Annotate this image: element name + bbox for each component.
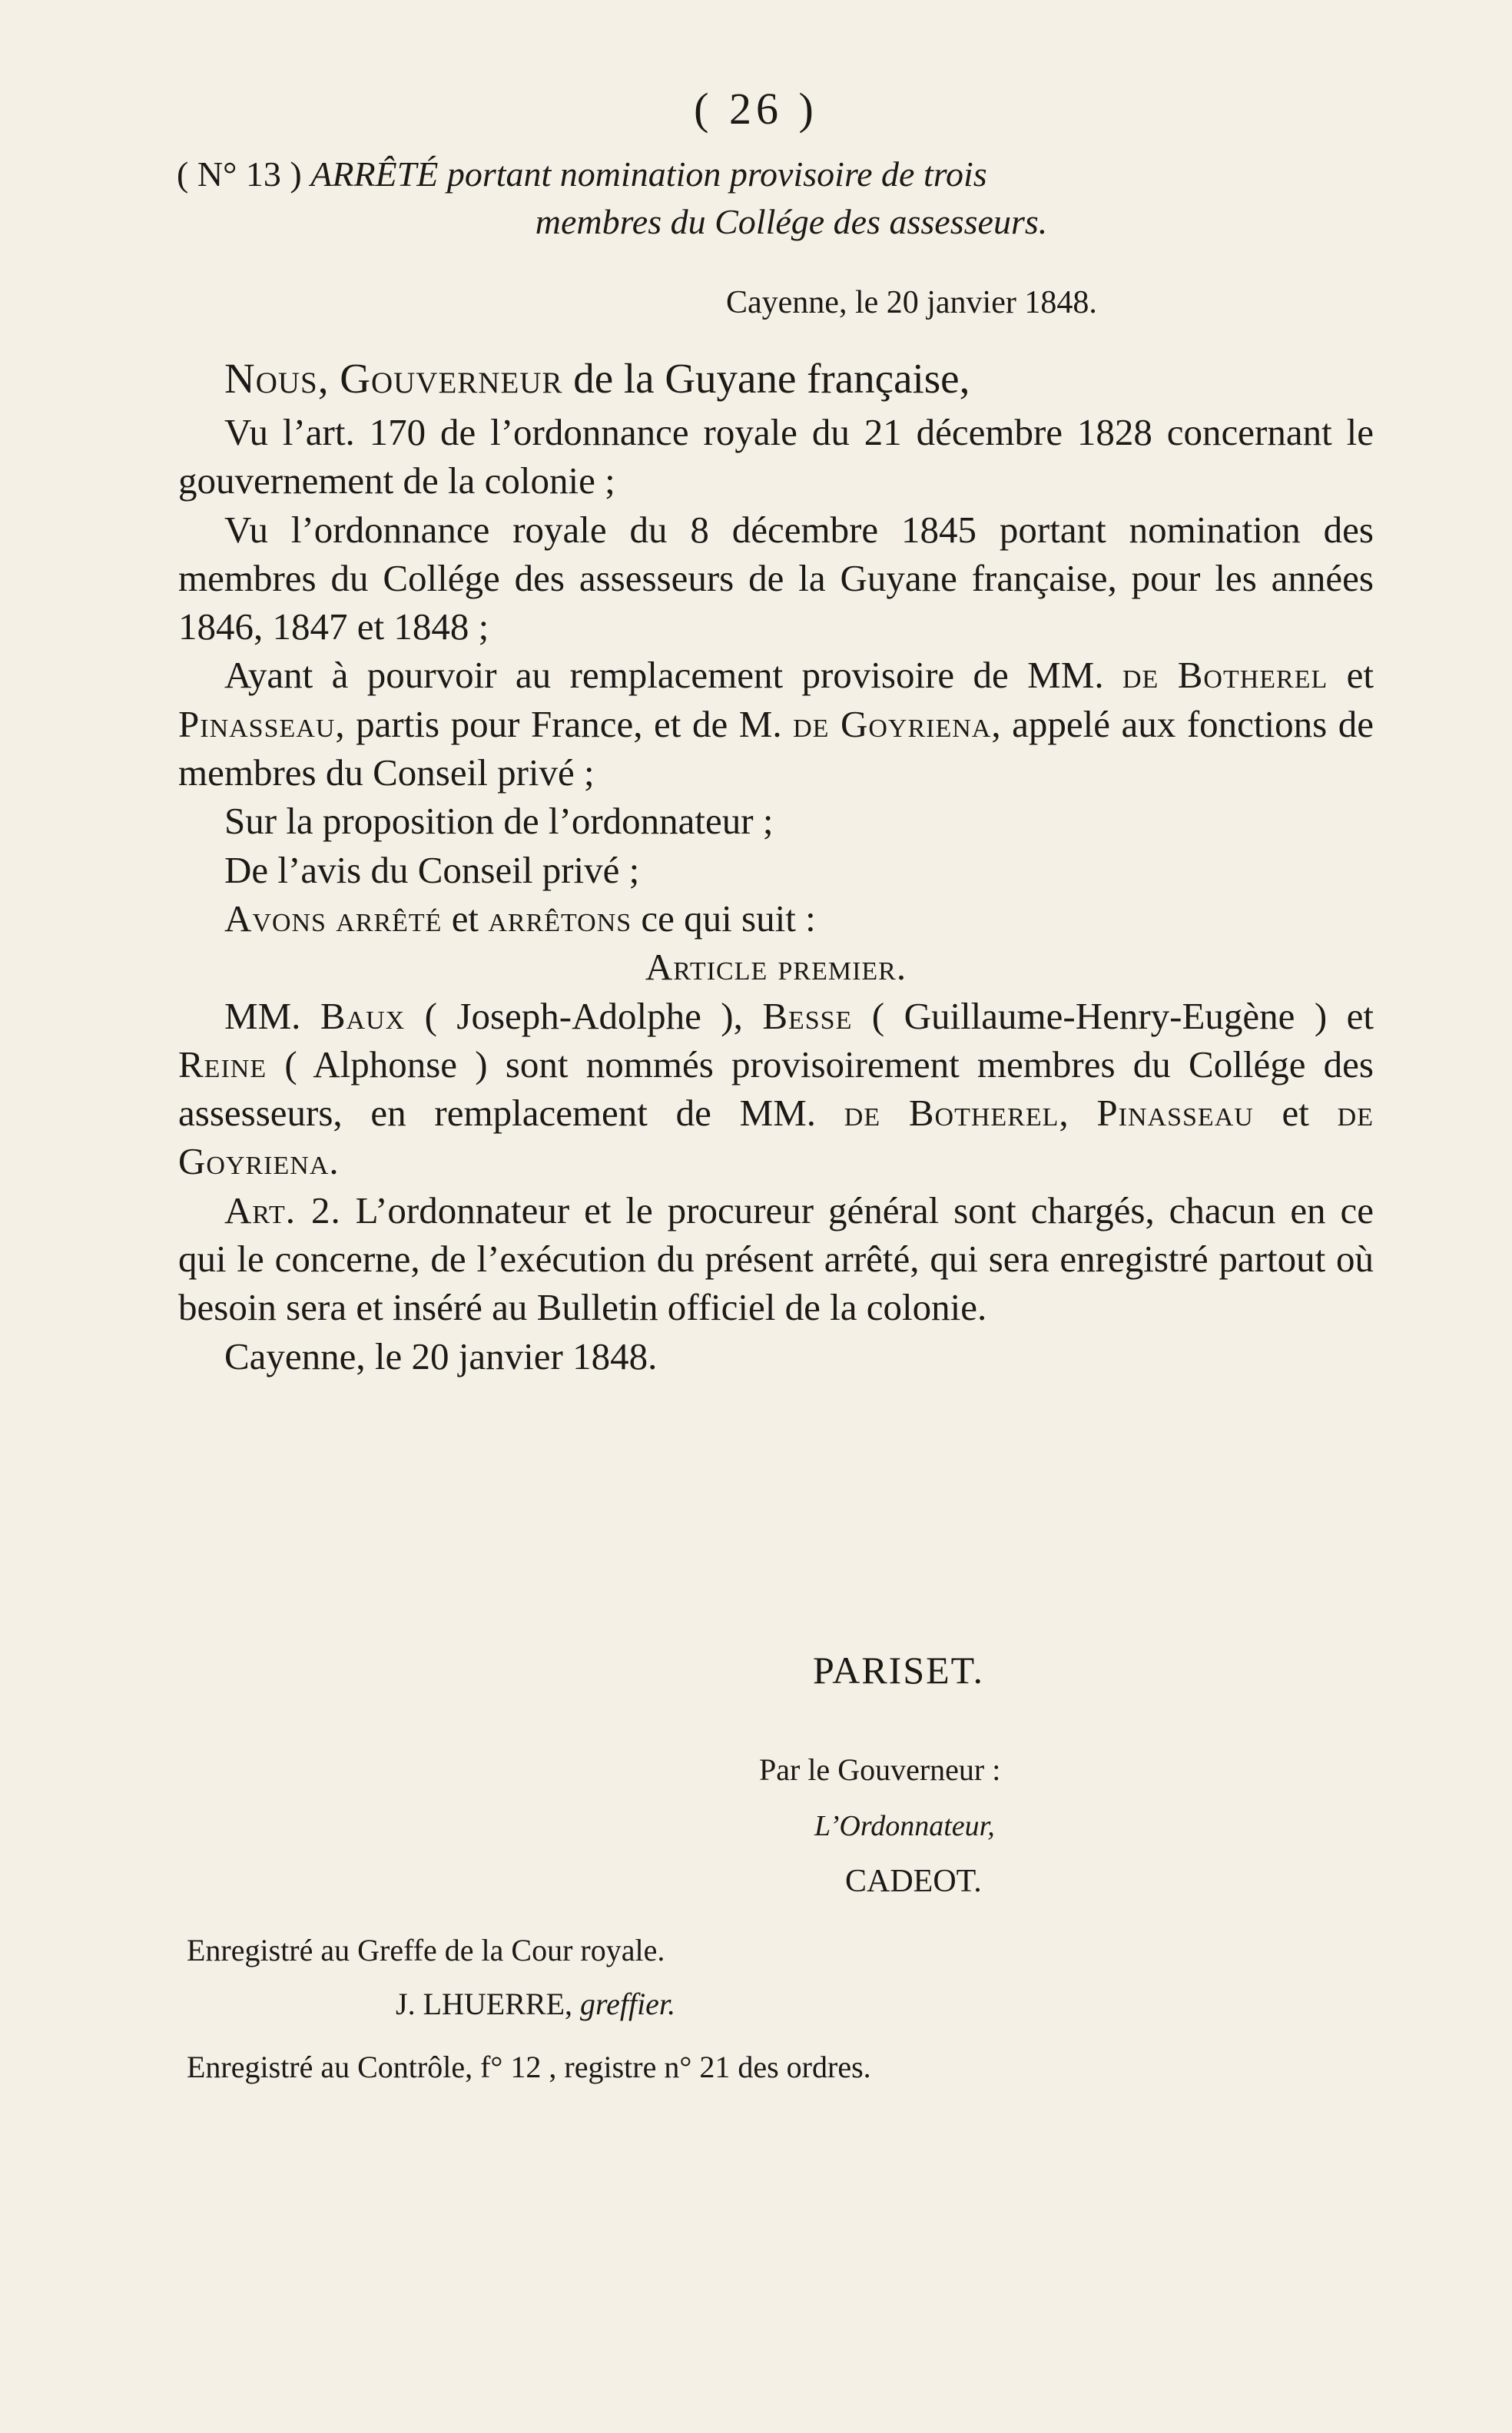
text-fragment: ( Alphonse ) sont nommés provisoirement membres du Collége des assesseurs, en remplacement de MM. (178, 1042, 1374, 1135)
paragraph-vu-ordonnance: Vu l’ordonnance royale du 8 décembre 1845 portant nomination des membres du Collége des assesseurs de la Guyane française, pour les années 1846, 1847 et 1848 ; (178, 508, 1374, 648)
arretons-word: arrêtons (488, 897, 632, 940)
avons-word: Avons (224, 897, 327, 940)
name-besse: Besse (762, 994, 853, 1037)
date-bottom: Cayenne, le 20 janvier 1848. (224, 1334, 658, 1377)
text-fragment: et (1253, 1092, 1338, 1135)
decree-title-arrete: ARRÊTÉ (310, 154, 439, 194)
signature-pariset: PARISET. (813, 1649, 985, 1692)
name-reine: Reine (178, 1042, 267, 1086)
text-fragment: ( Guillaume-Henry-Eugène ) et (852, 994, 1374, 1037)
text-fragment: MM. (224, 994, 320, 1037)
registration-lhuerre (396, 1986, 675, 2022)
gouverneur-word: Gouverneur (340, 355, 563, 402)
paragraph-article-1 (178, 992, 1374, 1186)
name-botherel: Botherel (908, 1092, 1059, 1135)
text-fragment: et (1328, 654, 1374, 697)
paragraph-ayant (178, 651, 1374, 797)
decree-body (178, 350, 1374, 1381)
text-fragment: ( Joseph-Adolphe ), (405, 994, 763, 1037)
name-particle: de (793, 702, 830, 745)
text-fragment: ce qui suit : (632, 897, 816, 940)
name-pinasseau: Pinasseau (178, 702, 336, 745)
text-fragment: , appelé aux fonctions de membres du Conseil privé ; (178, 702, 1374, 794)
name-baux: Baux (320, 994, 406, 1037)
decree-title-line1: portant nomination provisoire de trois (438, 154, 987, 194)
nous-word: Nous, (224, 355, 330, 402)
name-pinasseau: Pinasseau (1096, 1092, 1254, 1135)
par-le-gouverneur: Par le Gouverneur : (759, 1752, 1001, 1787)
preamble-heading (178, 350, 1374, 408)
name-particle: de (1122, 654, 1159, 697)
decree-title-line2: membres du Collége des assesseurs. (535, 202, 1048, 241)
text-fragment: L’ordonnateur et le procureur général sont chargés, chacun en ce qui le concerne, de l’exécution du présent arrêté, qui sera enregistré partout où besoin sera et inséré au Bulletin officiel de la colonie. (178, 1188, 1374, 1329)
date-top: Cayenne, le 20 janvier 1848. (726, 285, 1097, 320)
paragraph-vu-art: Vu l’art. 170 de l’ordonnance royale du 21 décembre 1828 concernant le gouvernement de la colonie ; (178, 411, 1374, 502)
ordonnateur-label: L’Ordonnateur, (814, 1810, 995, 1842)
paragraph-avons (178, 894, 1374, 943)
decree-title (177, 151, 1375, 246)
text-fragment: et (442, 897, 489, 940)
text-fragment: , partis pour France, et de M. (335, 702, 794, 745)
lhuerre-title: greffier. (572, 1987, 676, 2021)
lhuerre-name: J. LHUERRE, (396, 1987, 572, 2021)
name-goyriena: Goyriena (178, 1140, 330, 1183)
paragraph-article-2 (178, 1186, 1374, 1332)
name-particle: de (844, 1092, 881, 1135)
signature-cadeot: CADEOT. (845, 1864, 982, 1899)
name-botherel: Botherel (1177, 654, 1328, 697)
text-fragment: Ayant à pourvoir au remplacement provisoire de MM. (224, 654, 1122, 697)
text-fragment: , (1059, 1092, 1097, 1135)
guyane-text: de la Guyane française, (562, 355, 970, 402)
arrete-word: arrêté (336, 897, 443, 940)
decree-number: ( N° 13 ) (177, 154, 302, 194)
registration-greffe: Enregistré au Greffe de la Cour royale. (187, 1933, 665, 1967)
page-number: ( 26 ) (694, 84, 818, 134)
text-fragment: . (329, 1140, 339, 1183)
article-2-label: Art. 2. (224, 1188, 341, 1231)
paragraph-proposition: Sur la proposition de l’ordonnateur ; (224, 800, 774, 843)
name-goyriena: Goyriena (840, 702, 992, 745)
name-particle: de (1337, 1092, 1374, 1135)
paragraph-avis: De l’avis du Conseil privé ; (224, 848, 640, 891)
registration-controle: Enregistré au Contrôle, f° 12 , registre n° 21 des ordres. (187, 2050, 871, 2084)
article-premier-heading: Article premier. (645, 946, 907, 989)
